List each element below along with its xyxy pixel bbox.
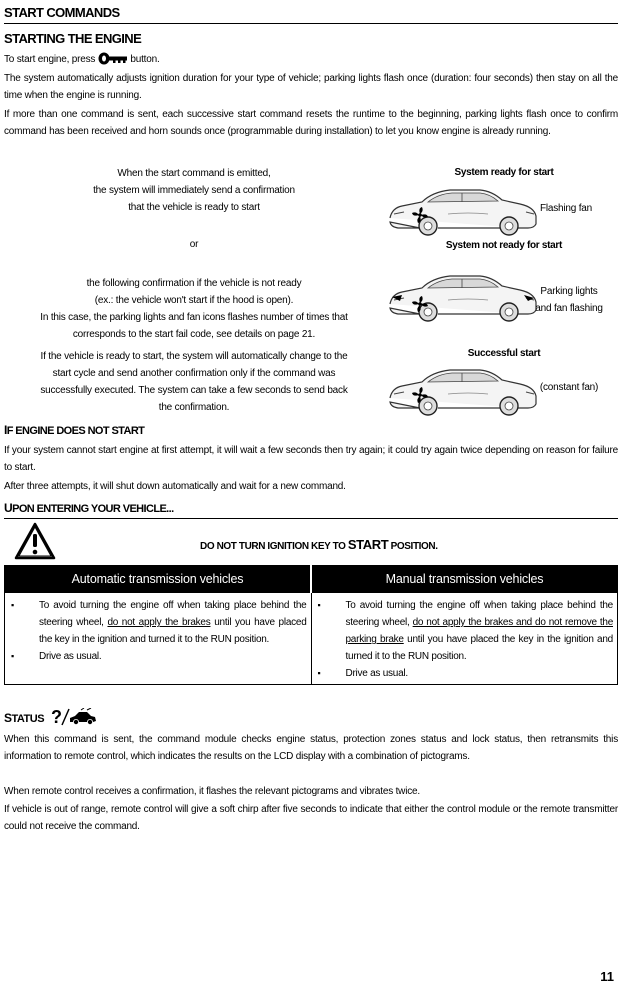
note-constant-fan: (constant fan) bbox=[539, 382, 599, 393]
warning-icon bbox=[14, 522, 56, 560]
heading-engine-does-not-start: IF ENGINE DOES NOT START bbox=[4, 423, 145, 437]
heading-starting-engine: STARTING THE ENGINE bbox=[4, 31, 142, 46]
header-manual: Manual transmission vehicles bbox=[311, 566, 618, 593]
car-fan-pictogram bbox=[388, 184, 538, 236]
page-number: 11 bbox=[600, 969, 614, 984]
paragraph-ignition-duration: The system automatically adjusts ignition duration for your type of vehicle; parking lights flash once (duration: four seconds) then stay on all the time when the engine is running. bbox=[4, 73, 618, 101]
heading-upon-entering: UPON ENTERING YOUR VEHICLE... bbox=[4, 501, 174, 515]
list-item: ▪ Drive as usual. bbox=[316, 665, 614, 682]
svg-text:?: ? bbox=[50, 708, 62, 726]
or-text: or bbox=[189, 239, 199, 250]
label-successful-start: Successful start bbox=[467, 348, 541, 359]
paragraph-out-of-range: If vehicle is out of range, remote control will give a soft chirp after five seconds to indicate that either the control module or the remote transmitter could not receive the command. bbox=[4, 804, 618, 832]
cell-automatic bbox=[5, 593, 312, 685]
confirm-text-ready: When the start command is emitted, the system will immediately send a confirmation that the vehicle is ready to start bbox=[93, 168, 295, 213]
cell-manual bbox=[311, 593, 618, 685]
transmission-table bbox=[4, 565, 618, 685]
car-fan-lights-pictogram bbox=[388, 270, 538, 322]
confirm-text-success: If the vehicle is ready to start, the system will automatically change to the start cycle and send another confirmation only if the command was successfully executed. The system can take a few seconds to send back the confirmation. bbox=[40, 351, 348, 413]
heading-status: STATUS ? bbox=[4, 708, 101, 728]
list-item: ▪ Drive as usual. bbox=[9, 648, 307, 665]
paragraph-status-command: When this command is sent, the command module checks engine status, protection zones status and lock status, then retransmits this information to remote control, which indicates the results on the LCD display with a combination of pictograms. bbox=[4, 734, 618, 762]
paragraph-multiple-commands: If more than one command is sent, each successive start command resets the runtime to the beginning, parking lights flash once to confirm command has been received and horn sounds once (programmable during installation) to let you know engine is already running. bbox=[4, 109, 618, 137]
label-system-ready: System ready for start bbox=[454, 167, 554, 178]
note-flashing-fan: Flashing fan bbox=[539, 203, 593, 214]
list-item: ▪ To avoid turning the engine off when taking place behind the steering wheel, do not apply the brakes and do not remove the parking brake until you have placed the key in the ignition and turned it to the RUN position. bbox=[316, 597, 614, 665]
list-item: ▪ To avoid turning the engine off when taking place behind the steering wheel, do not apply the brakes until you have placed the key in the ignition and turned it to the RUN position. bbox=[9, 597, 307, 648]
key-icon bbox=[98, 52, 128, 71]
paragraph-shutdown: After three attempts, it will shut down automatically and wait for a new command. bbox=[4, 481, 346, 492]
paragraph-retry-start: If your system cannot start engine at first attempt, it will wait a few seconds then try again; it could try again twice depending on reason for failure to start. bbox=[4, 445, 618, 473]
warning-row bbox=[4, 518, 618, 562]
confirm-text-not-ready: the following confirmation if the vehicle is not ready (ex.: the vehicle won't start if the hood is open). In this case, the parking lights and fan icons flashes number of times that corresponds to the start fail code, see details on page 21. bbox=[40, 278, 348, 340]
note-parking-fan-flashing: Parking lights and fan flashing bbox=[535, 286, 603, 314]
header-automatic: Automatic transmission vehicles bbox=[5, 566, 312, 593]
intro-paragraph: To start engine, press button. bbox=[4, 51, 618, 71]
car-fan-constant-pictogram bbox=[388, 364, 538, 416]
warning-text: DO NOT TURN IGNITION KEY TO START POSITION. bbox=[200, 537, 438, 552]
section-title: START COMMANDS bbox=[4, 4, 618, 24]
label-system-not-ready: System not ready for start bbox=[445, 240, 563, 251]
status-query-car-icon bbox=[51, 708, 101, 726]
paragraph-status-confirmation: When remote control receives a confirmation, it flashes the relevant pictograms and vibrates twice. bbox=[4, 786, 420, 797]
